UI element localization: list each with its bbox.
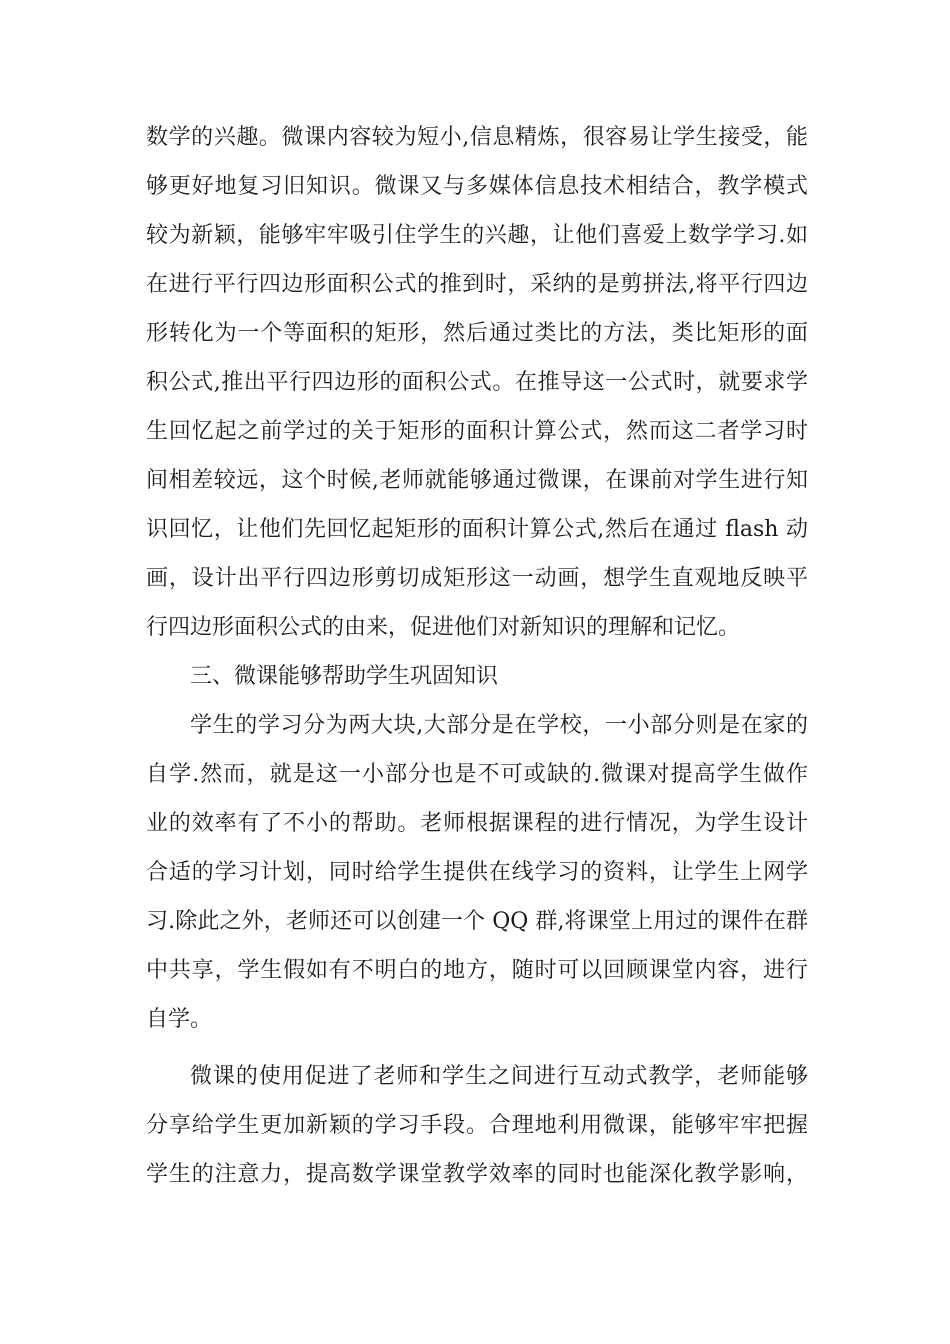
text-line: 画，设计出平行四边形剪切成矩形这一动画，想学生直观地反映平 bbox=[146, 566, 808, 591]
text-line: 积公式,推出平行四边形的面积公式。在推导这一公式时，就要求学 bbox=[146, 370, 808, 395]
text-line: 习.除此之外，老师还可以创建一个 QQ 群,将课堂上用过的课件在群 bbox=[146, 909, 808, 934]
paragraph-interactive-teaching bbox=[146, 1052, 808, 1199]
text-line: 识回忆，让他们先回忆起矩形的面积计算公式,然后在通过 flash 动 bbox=[146, 517, 808, 542]
document-body bbox=[146, 113, 808, 1199]
text-line: 分享给学生更加新颖的学习手段。合理地利用微课，能够牢牢把握 bbox=[146, 1113, 808, 1138]
text-line: 间相差较远，这个时候,老师就能够通过微课，在课前对学生进行知 bbox=[146, 468, 808, 493]
text-line: 业的效率有了不小的帮助。老师根据课程的进行情况，为学生设计 bbox=[146, 811, 808, 836]
text-line: 微课的使用促进了老师和学生之间进行互动式教学，老师能够 bbox=[190, 1064, 808, 1089]
section-heading: 三、微课能够帮助学生巩固知识 bbox=[190, 664, 499, 689]
text-line: 形转化为一个等面积的矩形，然后通过类比的方法，类比矩形的面 bbox=[146, 321, 808, 346]
text-line: 行四边形面积公式的由来，促进他们对新知识的理解和记忆。 bbox=[146, 615, 741, 640]
text-line: 较为新颖，能够牢牢吸引住学生的兴趣，让他们喜爱上数学学习.如 bbox=[146, 223, 808, 248]
text-line: 够更好地复习旧知识。微课又与多媒体信息技术相结合，教学模式 bbox=[146, 174, 808, 199]
paragraph-consolidate-knowledge bbox=[146, 701, 808, 1044]
paragraph-math-interest bbox=[146, 113, 808, 652]
text-line: 生回忆起之前学过的关于矩形的面积计算公式，然而这二者学习时 bbox=[146, 419, 808, 444]
text-line: 数学的兴趣。微课内容较为短小,信息精炼，很容易让学生接受，能 bbox=[146, 125, 808, 150]
text-line: 在进行平行四边形面积公式的推到时，采纳的是剪拼法,将平行四边 bbox=[146, 272, 808, 297]
text-line: 学生的注意力，提高数学课堂教学效率的同时也能深化教学影响， bbox=[146, 1162, 808, 1187]
text-line: 自学.然而，就是这一小部分也是不可或缺的.微课对提高学生做作 bbox=[146, 762, 808, 787]
paragraph-spacer bbox=[146, 1044, 808, 1052]
text-line: 学生的学习分为两大块,大部分是在学校，一小部分则是在家的 bbox=[190, 713, 808, 738]
text-line: 合适的学习计划，同时给学生提供在线学习的资料，让学生上网学 bbox=[146, 860, 808, 885]
text-line: 自学。 bbox=[146, 1007, 213, 1032]
text-line: 中共享，学生假如有不明白的地方，随时可以回顾课堂内容，进行 bbox=[146, 958, 808, 983]
